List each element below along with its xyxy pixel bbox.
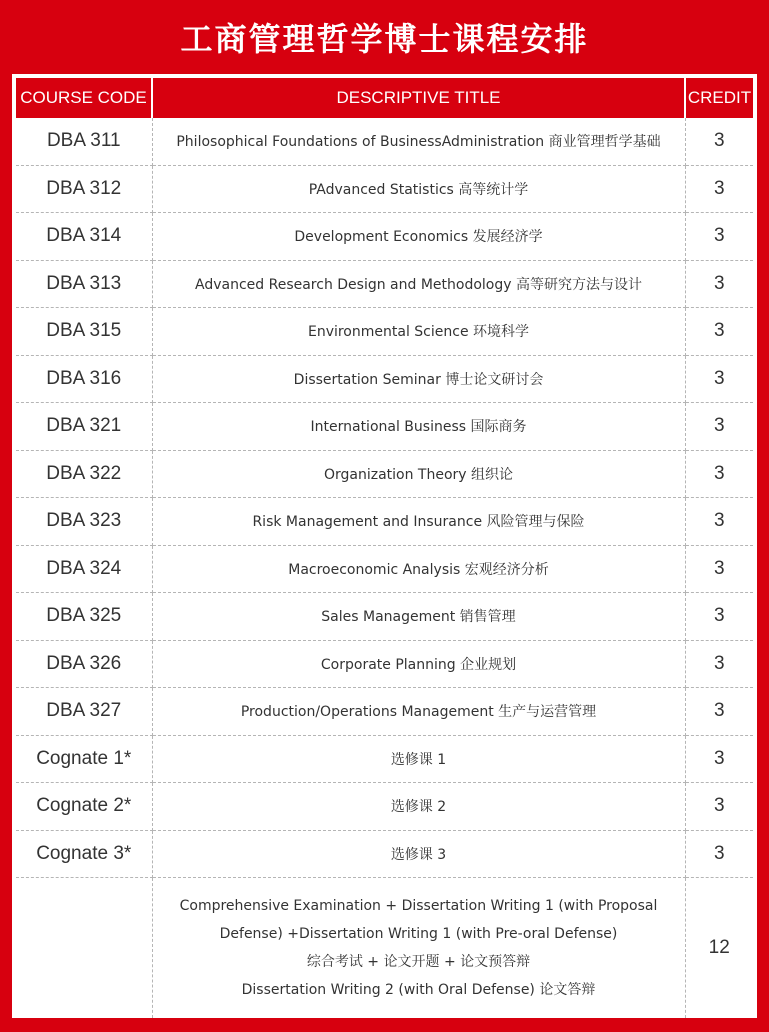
table-row [16, 783, 753, 831]
course-title: PAdvanced Statistics 高等统计学 [152, 165, 685, 213]
course-title: 选修课 2 [152, 783, 685, 831]
course-credit: 12 [708, 937, 730, 958]
table-row [16, 260, 753, 308]
course-title: Dissertation Seminar 博士论文研讨会 [152, 355, 685, 403]
course-credit: 3 [685, 260, 753, 308]
course-title: Sales Management 销售管理 [152, 593, 685, 641]
course-code: DBA 315 [16, 308, 152, 356]
course-code: DBA 314 [16, 213, 152, 261]
table-row [16, 308, 753, 356]
course-table-panel [12, 74, 757, 1018]
course-code: DBA 316 [16, 355, 152, 403]
course-title: Production/Operations Management 生产与运营管理 [152, 688, 685, 736]
header-course-code: COURSE CODE [16, 78, 152, 118]
table-row [16, 545, 753, 593]
table-row [16, 165, 753, 213]
course-code: DBA 323 [16, 498, 152, 546]
course-credit: 3 [685, 783, 753, 831]
course-title: Philosophical Foundations of BusinessAdministration 商业管理哲学基础 [152, 118, 685, 165]
course-credit: 3 [685, 118, 753, 165]
course-table [16, 78, 753, 1018]
course-credit: 3 [685, 403, 753, 451]
course-code: DBA 327 [16, 688, 152, 736]
table-row [16, 403, 753, 451]
header-credit: CREDIT [685, 78, 753, 118]
course-title: Corporate Planning 企业规划 [152, 640, 685, 688]
page-title: 工商管理哲学博士课程安排 [180, 20, 589, 58]
table-row [16, 830, 753, 878]
table-body [16, 118, 753, 1018]
course-code: DBA 311 [16, 118, 152, 165]
course-title: Macroeconomic Analysis 宏观经济分析 [152, 545, 685, 593]
final-course-description [152, 878, 685, 1019]
table-header-row [16, 78, 753, 118]
table-row [16, 355, 753, 403]
course-credit: 3 [685, 735, 753, 783]
course-title: 选修课 1 [152, 735, 685, 783]
table-row [16, 450, 753, 498]
table-row [16, 735, 753, 783]
course-credit: 3 [685, 355, 753, 403]
course-code: DBA 312 [16, 165, 152, 213]
course-credit: 3 [685, 830, 753, 878]
course-title: Environmental Science 环境科学 [152, 308, 685, 356]
table-row [16, 640, 753, 688]
course-credit: 3 [685, 450, 753, 498]
course-credit: 3 [685, 213, 753, 261]
course-title: Organization Theory 组织论 [152, 450, 685, 498]
course-code: DBA 324 [16, 545, 152, 593]
course-code [16, 878, 152, 1019]
final-description-line: Defense) +Dissertation Writing 1 (with Pre-oral Defense) [219, 926, 618, 942]
course-code: Cognate 2* [16, 783, 152, 831]
course-title: Risk Management and Insurance 风险管理与保险 [152, 498, 685, 546]
course-title: 选修课 3 [152, 830, 685, 878]
table-row [16, 688, 753, 736]
course-credit: 3 [685, 545, 753, 593]
course-code: Cognate 1* [16, 735, 152, 783]
course-code: Cognate 3* [16, 830, 152, 878]
table-row [16, 213, 753, 261]
course-code: DBA 326 [16, 640, 152, 688]
course-code: DBA 321 [16, 403, 152, 451]
header-descriptive-title: DESCRIPTIVE TITLE [152, 78, 685, 118]
course-code: DBA 325 [16, 593, 152, 641]
final-description-line: Comprehensive Examination + Dissertation Writing 1 (with Proposal [179, 898, 658, 914]
course-title: International Business 国际商务 [152, 403, 685, 451]
course-title: Development Economics 发展经济学 [152, 213, 685, 261]
course-credit: 3 [685, 593, 753, 641]
course-credit: 3 [685, 498, 753, 546]
course-code: DBA 322 [16, 450, 152, 498]
course-credit: 3 [685, 165, 753, 213]
final-description-line: Dissertation Writing 2 (with Oral Defense) 论文答辩 [241, 982, 596, 998]
course-title: Advanced Research Design and Methodology 高等研究方法与设计 [152, 260, 685, 308]
course-code: DBA 313 [16, 260, 152, 308]
table-row-final [16, 878, 753, 1019]
final-description-line: 综合考试 + 论文开题 + 论文预答辩 [306, 954, 531, 970]
table-row [16, 593, 753, 641]
table-row [16, 498, 753, 546]
table-row [16, 118, 753, 165]
course-credit: 3 [685, 688, 753, 736]
course-credit: 3 [685, 640, 753, 688]
course-credit: 3 [685, 308, 753, 356]
